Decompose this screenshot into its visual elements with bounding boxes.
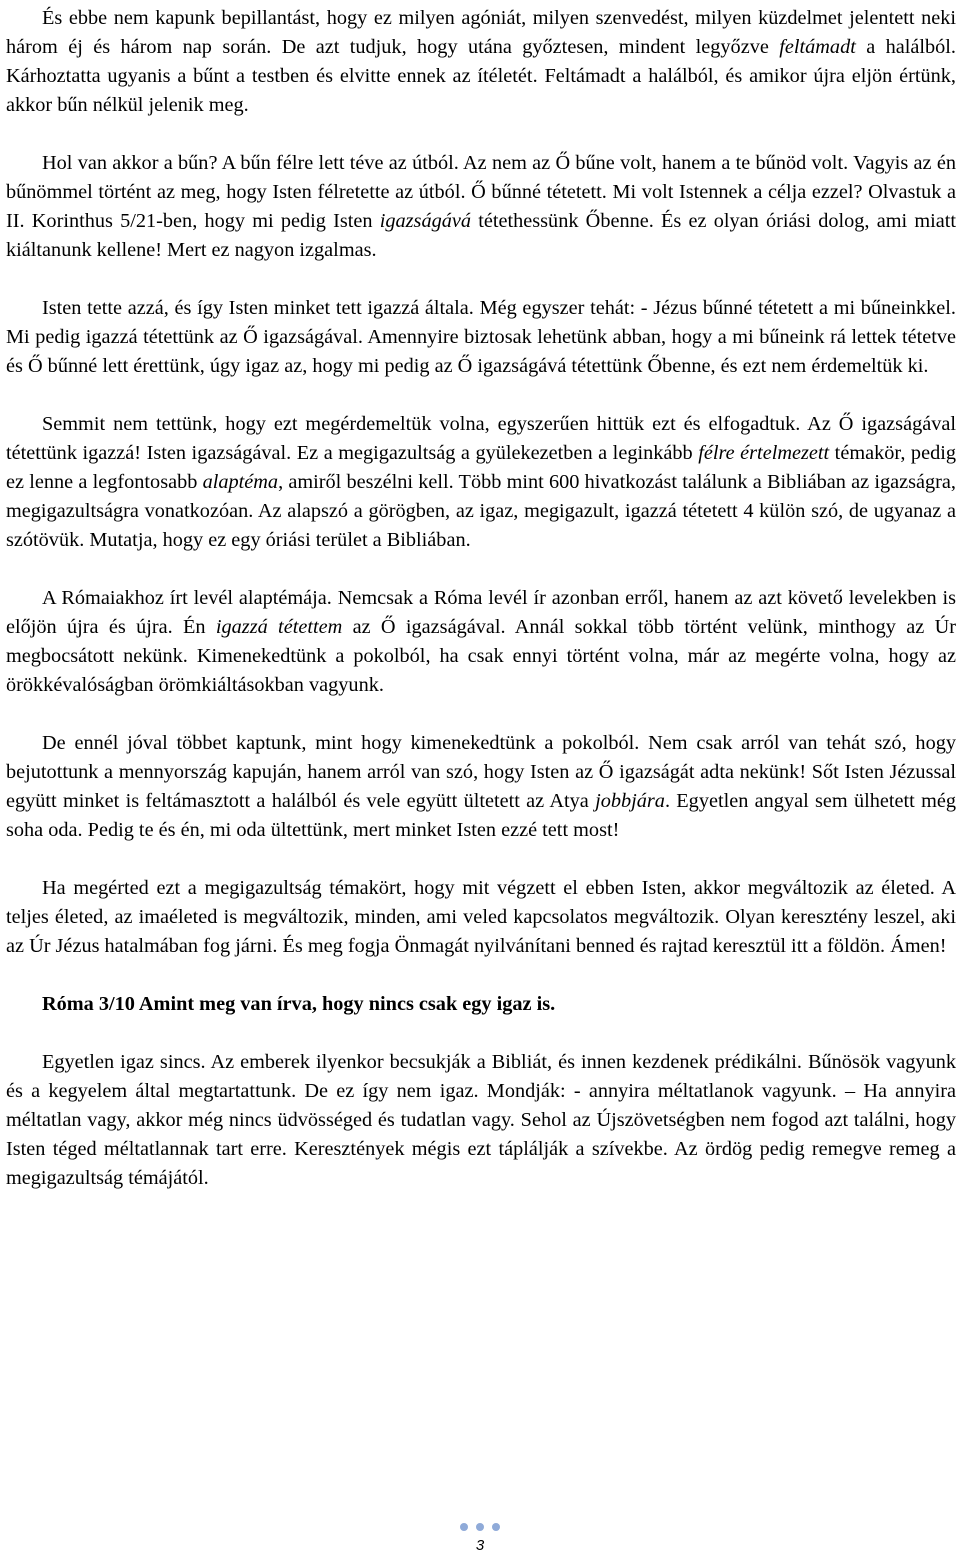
text-run: tétethessünk Őbenne. És ez olyan óriási dolog, ami miatt kiáltanunk kellene! Mert ez nagyon izgalmas. bbox=[6, 210, 956, 261]
paragraph bbox=[6, 410, 956, 555]
text-run: témakör, pedig ez lenne a legfontosabb bbox=[6, 442, 956, 493]
text-run: A Rómaiakhoz írt levél alaptémája. Nemcsak a Róma levél ír azonban erről, hanem az azt követő levelekben is előjön újra és újra. Én bbox=[6, 587, 956, 638]
text-run: És ebbe nem kapunk bepillantást, hogy ez milyen agóniát, milyen szenvedést, milyen küzdelmet jelentett neki három éj és három nap során. De azt tudjuk, hogy utána győztesen, mindent legyőzve bbox=[6, 7, 956, 58]
text-run: Egyetlen igaz sincs. Az emberek ilyenkor becsukják a Bibliát, és innen kezdenek prédikálni. Bűnösök vagyunk és a kegyelem által megtartattunk. De ez így nem igaz. Mondják: - annyira méltatlanok vagyunk. – Ha annyira méltatlan vagy, akkor még nincs üdvösséged és tudatlan vagy. Sehol az Újszövetségben nem fogod azt találni, hogy Isten téged méltatlannak tart erre. Keresztények mégis ezt táplálják a szívekbe. Az ördög pedig remegve remeg a megigazultság témájától. bbox=[6, 1051, 956, 1189]
text-run: Hol van akkor a bűn? A bűn félre lett téve az útból. Az nem az Ő bűne volt, hanem a te bűnöd volt. Vagyis az én bűnömmel történt az meg, hogy Isten félretette az útból. Ő bűnné tétetett. Mi volt Istennek a célja ezzel? Olvastuk a II. Korinthus 5/21-ben, hogy mi pedig Isten bbox=[6, 152, 956, 232]
text-run: . Egyetlen angyal sem ülhetett még soha oda. Pedig te és én, mi oda ültettünk, mert minket Isten ezzé tett most! bbox=[6, 790, 956, 841]
italic-text: igazzá tétettem bbox=[215, 616, 343, 638]
text-run: , amiről beszélni kell. Több mint 600 hivatkozást találunk a Bibliában az igazságra, megigazultságra vonatkozóan. Az alapszó a görögben, az igaz, megigazult, igazzá tétetett 4 külön szó, de ugyanaz a szótövük. Mutatja, hogy ez egy óriási terület a Bibliában. bbox=[6, 471, 956, 551]
dot-icon bbox=[460, 1523, 468, 1531]
paragraph bbox=[6, 584, 956, 700]
dot-icon bbox=[492, 1523, 500, 1531]
italic-text: igazságává bbox=[379, 210, 472, 232]
page-footer bbox=[0, 1523, 960, 1554]
italic-text: félre értelmezett bbox=[698, 442, 830, 464]
text-run: Isten tette azzá, és így Isten minket tett igazzá általa. Még egyszer tehát: - Jézus bűnné tétetett a mi bűneinkkel. Mi pedig igazzá tétettünk az Ő igazságával. Amennyire biztosak lehetünk abban, hogy a mi bűneink rá lettek tétetve és Ő bűnné lett érettünk, úgy igaz az, hogy mi pedig az Ő igazságává tétettünk Őbenne, és ezt nem érdemeltük ki. bbox=[6, 297, 956, 377]
dot-icon bbox=[476, 1523, 484, 1531]
paragraph bbox=[6, 729, 956, 845]
italic-text: feltámadt bbox=[779, 36, 856, 58]
text-run: Ha megérted ezt a megigazultság témakört, hogy mit végzett el ebben Isten, akkor megváltozik az életed. A teljes életed, az imaéleted is megváltozik, minden, ami veled kapcsolatos megváltozik. Olyan keresztény leszel, aki az Úr Jézus hatalmában fog járni. És meg fogja Önmagát nyilvánítani benned és rajtad keresztül itt a földön. Ámen! bbox=[6, 877, 956, 957]
paragraph bbox=[6, 874, 956, 961]
footer-dots-icon bbox=[0, 1523, 960, 1531]
italic-text: alaptéma bbox=[202, 471, 279, 493]
text-run: De ennél jóval többet kaptunk, mint hogy kimenekedtünk a pokolból. Nem csak arról van tehát szó, hogy bejutottunk a mennyország kapuján, hanem arról van szó, hogy Isten az Ő igazságát adta nekünk! Sőt Isten Jézussal együtt minket is feltámasztott a halálból és vele együtt ültetett az Atya bbox=[6, 732, 956, 812]
section-heading: Róma 3/10 Amint meg van írva, hogy nincs csak egy igaz is. bbox=[42, 993, 556, 1015]
text-run: a halálból. Kárhoztatta ugyanis a bűnt a testben és elvitte ennek az ítéletét. Feltámadt a halálból, és amikor újra eljön értünk, akkor bűn nélkül jelenik meg. bbox=[6, 36, 956, 116]
paragraph bbox=[6, 149, 956, 265]
body-text-after-heading bbox=[6, 1048, 956, 1193]
text-run: az Ő igazságával. Annál sokkal több történt velünk, minthogy az Úr megbocsátott nekünk. Kimenekedtünk a pokolból, ha csak ennyi történt volna, már az megérte volna, hogy az örökkévalóságban örömkiáltásokban vagyunk. bbox=[6, 616, 956, 696]
italic-text: jobbjára bbox=[595, 790, 665, 812]
paragraph bbox=[6, 1048, 956, 1193]
paragraph bbox=[6, 4, 956, 120]
body-text bbox=[6, 4, 956, 961]
page-number: 3 bbox=[475, 1537, 485, 1554]
paragraph bbox=[6, 294, 956, 381]
text-run: Semmit nem tettünk, hogy ezt megérdemeltük volna, egyszerűen hittük ezt és elfogadtuk. Az Ő igazságával tétettünk igazzá! Isten igazságával. Ez a megigazultság a gyülekezetben a leginkább bbox=[6, 413, 956, 464]
